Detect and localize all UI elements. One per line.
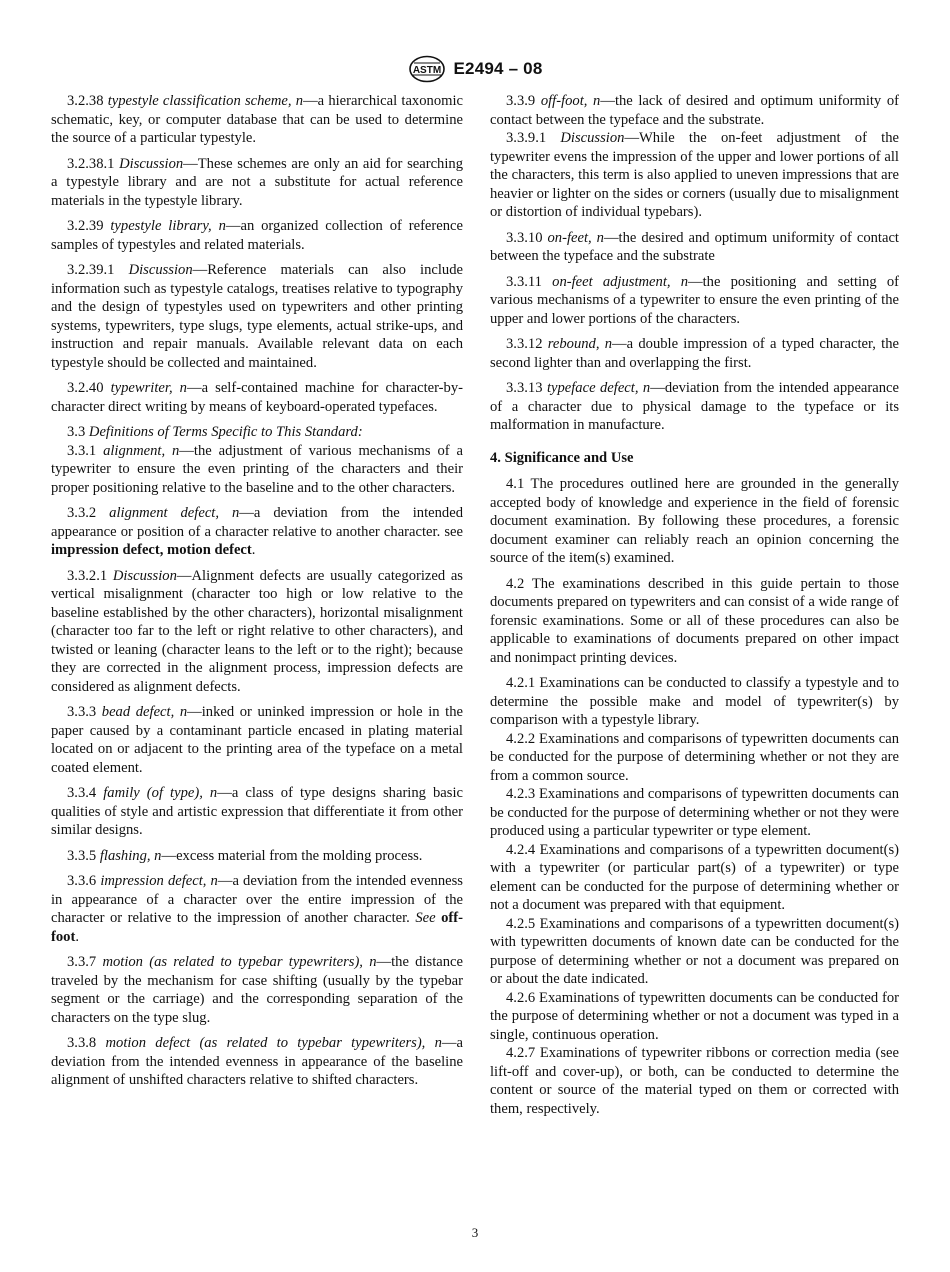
definition-3-3-7: 3.3.7 motion (as related to typebar typewriters), n—the distance traveled by the mechanism for case shifting (usually by the typebar segment or the carriage) and the corresponding separation of the characters on the type slug. [51, 954, 463, 1026]
page-header [0, 55, 950, 83]
definition-3-2-38: 3.2.38 typestyle classification scheme, n—a hierarchical taxonomic schematic, key, or computer database that can be used to determine the source of a particular typestyle. [51, 93, 463, 146]
page-number: 3 [471, 1225, 479, 1240]
definition-3-3-3: 3.3.3 bead defect, n—inked or uninked impression or hole in the paper caused by a contaminant particle encased in plating material located on or adjacent to the printing area of the typeface on a metal coated element. [51, 704, 463, 776]
definition-3-3-1: 3.3.1 alignment, n—the adjustment of various mechanisms of a typewriter to ensure the even printing of the characters and their proper positioning relative to the baseline and to the other characters. [51, 442, 463, 496]
definition-3-3-9: 3.3.9 off-foot, n—the lack of desired and optimum uniformity of contact between the typeface and the substrate. [490, 93, 899, 128]
paragraph-4-2-4: 4.2.4 Examinations and comparisons of a typewritten document(s) with a typewriter (or particular part(s) of a typewriter) or type element can be conducted for the purpose of determining whether or not a document was prepared with that equipment. [490, 841, 899, 913]
discussion-3-3-9-1: 3.3.9.1 Discussion—While the on-feet adjustment of the typewriter evens the impression of the upper and lower portions of all the characters, this term is also applied to uneven impressions that are heavier or lighter on the sides or corners (usually due to misalignment or distortion of individual typebars). [490, 130, 899, 220]
definition-3-2-39: 3.2.39 typestyle library, n—an organized collection of reference samples of typestyles and related materials. [51, 218, 463, 253]
definition-3-3-6: 3.3.6 impression defect, n—a deviation from the intended evenness in appearance of a character over the entire impression of the character or relative to the impression of another character. See off-foot. [51, 873, 463, 945]
definition-3-2-40: 3.2.40 typewriter, n—a self-contained machine for character-by-character direct writing by means of keyboard-operated typefaces. [51, 380, 463, 415]
left-column [51, 92, 463, 1097]
section-3-3-heading: 3.3 Definitions of Terms Specific to This Standard: [67, 424, 363, 440]
definition-3-3-11: 3.3.11 on-feet adjustment, n—the positioning and setting of various mechanisms of a typewriter to ensure the even printing of the upper and lower portions of the characters. [490, 273, 899, 327]
paragraph-4-2-1: 4.2.1 Examinations can be conducted to classify a typestyle and to determine the possible make and model of typewriter(s) by comparison with a typestyle library. [490, 675, 899, 728]
discussion-3-3-2-1: 3.3.2.1 Discussion—Alignment defects are usually categorized as vertical misalignment (character too high or low relative to the baseline established by the other characters), horizontal misalignment (character too far to the left or right relative to other characters), and twisted or leaning (character leans to the left or to the right); because they are corrected in the alignment process, impression defects are considered as alignment defects. [51, 567, 463, 695]
definition-3-3-12: 3.3.12 rebound, n—a double impression of a typed character, the second lighter than and overlapping the first. [490, 336, 899, 371]
paragraph-4-2: 4.2 The examinations described in this guide pertain to those documents prepared on typewriters and can consist of a wide range of forensic examinations. Some or all of these procedures can also be applicable to examinations of documents prepared on other impact and nonimpact printing devices. [490, 575, 899, 666]
discussion-3-2-39-1: 3.2.39.1 Discussion—Reference materials can also include information such as typestyle catalogs, treatises relative to typography and the design of typestyles used on typewriters and other printing systems, typewriters, type slugs, type elements, actual strike-ups, and instruction and repair manuals. Available relevant data on each typestyle should be collected and maintained. [51, 262, 464, 371]
document-id: E2494 – 08 [453, 59, 543, 78]
definition-3-3-4: 3.3.4 family (of type), n—a class of type designs sharing basic qualities of style and artistic expression that differentiate it from other similar designs. [51, 785, 463, 838]
astm-logo-text: ASTM [412, 65, 441, 76]
definition-3-3-10: 3.3.10 on-feet, n—the desired and optimum uniformity of contact between the typeface and the substrate [490, 229, 899, 264]
astm-logo-icon [408, 55, 446, 83]
definition-3-3-2: 3.3.2 alignment defect, n—a deviation from the intended appearance or position of a character relative to another character. see impression defect, motion defect. [51, 505, 464, 558]
paragraph-4-2-3: 4.2.3 Examinations and comparisons of typewritten documents can be conducted for the purpose of determining whether or not they were produced using a particular typewriter or type element. [490, 786, 899, 839]
definition-3-3-13: 3.3.13 typeface defect, n—deviation from the intended appearance of a character due to physical damage to the typeface or its malformation in manufacture. [490, 380, 899, 433]
discussion-3-2-38-1: 3.2.38.1 Discussion—These schemes are only an aid for searching a typestyle library and are not a substitute for actual reference materials in the typestyle library. [51, 155, 463, 209]
definition-3-3-5: 3.3.5 flashing, n—excess material from the molding process. [67, 847, 423, 864]
paragraph-4-2-2: 4.2.2 Examinations and comparisons of typewritten documents can be conducted for the purpose of determining whether or not they are from a common source. [490, 730, 899, 784]
definition-3-3-8: 3.3.8 motion defect (as related to typebar typewriters), n—a deviation from the intended evenness in appearance of the baseline alignment of unshifted characters relative to shifted characters. [51, 1035, 463, 1088]
paragraph-4-2-7: 4.2.7 Examinations of typewriter ribbons or correction media (see lift-off and cover-up), or both, can be conducted to determine the content or source of the material typed on them or corrected with them, respectively. [490, 1045, 899, 1117]
paragraph-4-1: 4.1 The procedures outlined here are grounded in the generally accepted body of knowledge and experience in the field of forensic document examination. By following these procedures, a forensic document examiner can reliably reach an opinion concerning the source of the item(s) examined. [490, 476, 899, 566]
right-column [490, 92, 899, 1118]
paragraph-4-2-5: 4.2.5 Examinations and comparisons of a typewritten document(s) with typewritten documents of known date can be conducted for the purpose of determining whether or not a document was prepared on or about the date indicated. [490, 915, 899, 987]
paragraph-4-2-6: 4.2.6 Examinations of typewritten documents can be conducted for the purpose of determining whether or not a document was typed in a single, continuous operation. [490, 989, 899, 1043]
section-4-heading: 4. Significance and Use [490, 449, 634, 466]
